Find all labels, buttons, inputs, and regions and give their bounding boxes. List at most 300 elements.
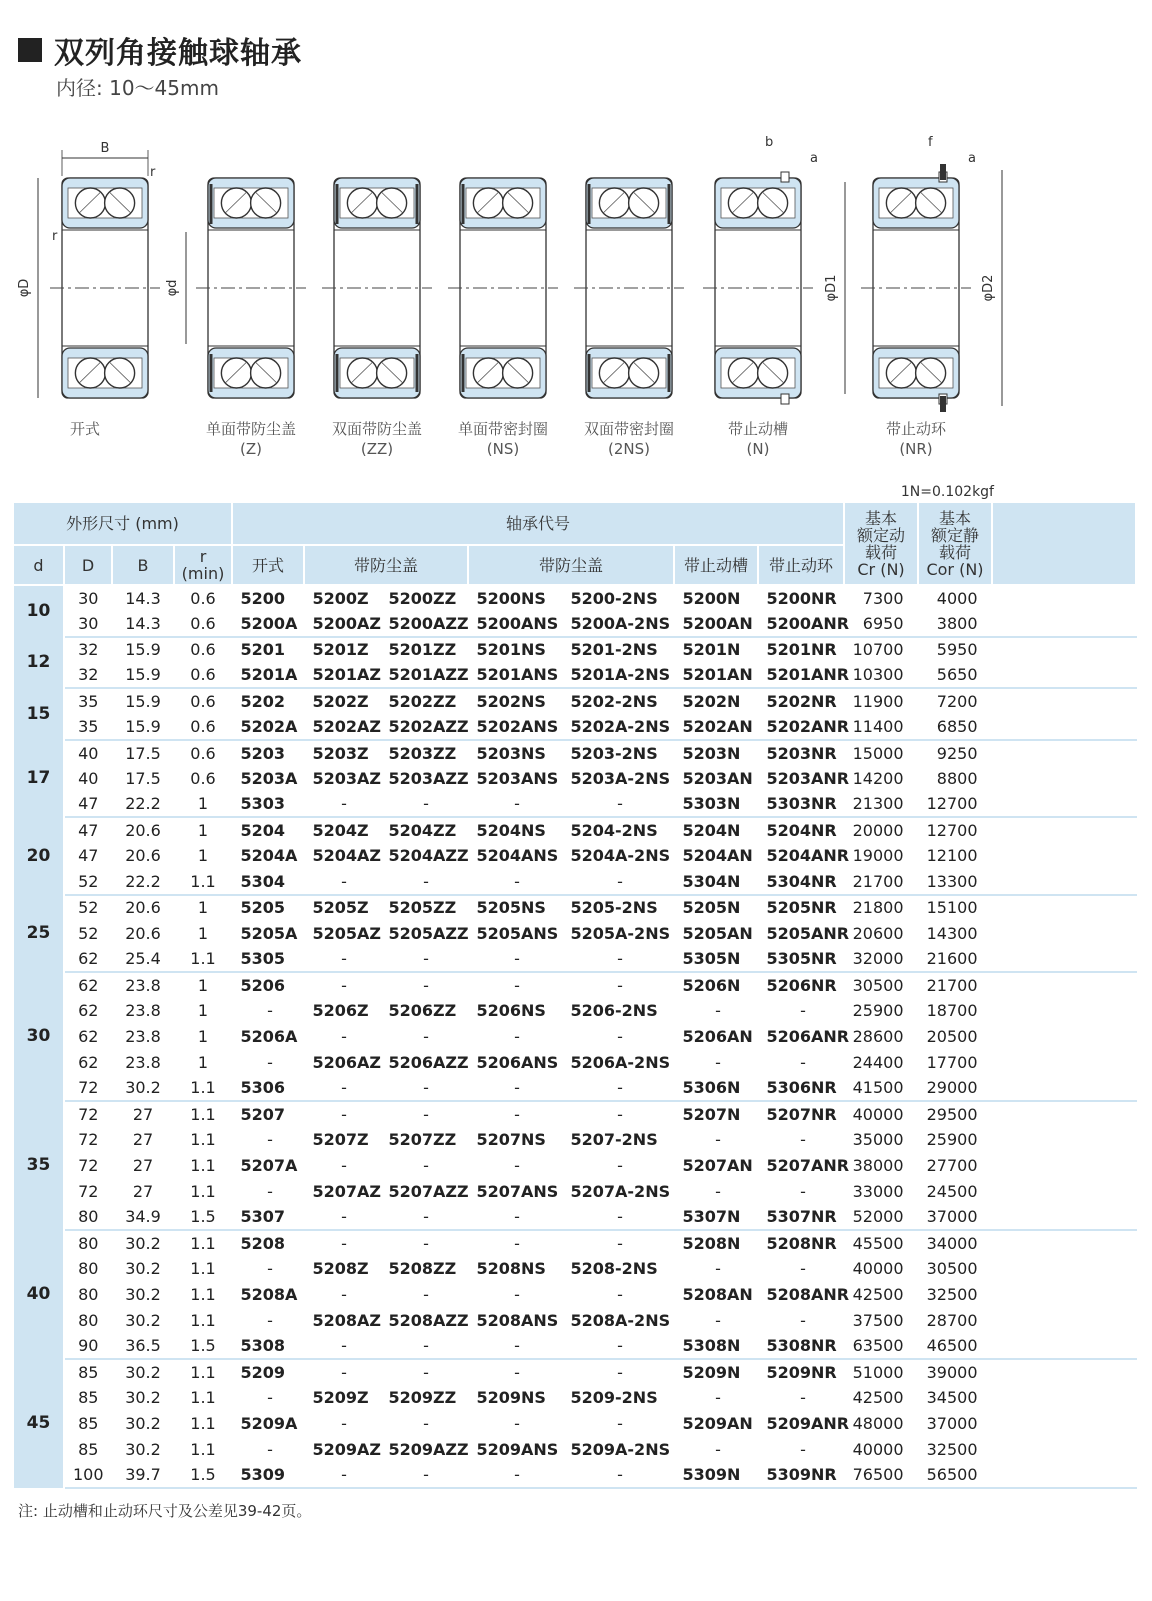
cell-seal_double: 5201A-2NS xyxy=(562,662,674,688)
bearing-figure xyxy=(861,164,971,458)
cell-seal_single: - xyxy=(468,1024,562,1050)
dim-label-b: b xyxy=(765,135,774,150)
cell-seal_single: 5209ANS xyxy=(468,1436,562,1462)
cell-seal_single: 5203NS xyxy=(468,740,562,766)
cell-open: 5206 xyxy=(232,972,304,998)
cell-shield_double: 5209AZZ xyxy=(380,1436,468,1462)
cell-seal_double: 5205A-2NS xyxy=(562,920,674,946)
cell-open: 5305 xyxy=(232,946,304,972)
header-cor-line: 载荷 xyxy=(939,542,972,562)
cell-shield_double: - xyxy=(380,1333,468,1359)
bearing-figure xyxy=(703,172,813,458)
cell-open: 5205A xyxy=(232,920,304,946)
table-row xyxy=(14,1101,1136,1127)
cell-cor: 21700 xyxy=(918,972,992,998)
cell-ring: 5207ANR xyxy=(758,1153,844,1179)
cell-B: 22.2 xyxy=(112,791,174,817)
header-r-label: r xyxy=(199,547,207,566)
cell-cr: 14200 xyxy=(844,766,918,792)
cell-shield_double: 5200ZZ xyxy=(380,585,468,611)
cell-shield_double: - xyxy=(380,1204,468,1230)
cell-groove: - xyxy=(674,1385,758,1411)
figure-caption: 双面带密封圈 xyxy=(583,420,675,438)
cell-shield_single: - xyxy=(304,1282,380,1308)
table-row xyxy=(14,1204,1136,1230)
figure-code: (N) xyxy=(746,440,770,458)
cell-seal_single: 5209NS xyxy=(468,1385,562,1411)
cell-open: 5207 xyxy=(232,1101,304,1127)
cell-D: 32 xyxy=(64,662,112,688)
cell-shield_single: - xyxy=(304,1333,380,1359)
cell-blank xyxy=(992,662,1136,688)
cell-cr: 33000 xyxy=(844,1178,918,1204)
cell-blank xyxy=(992,1127,1136,1153)
cell-shield_double: 5203AZZ xyxy=(380,766,468,792)
cell-d: 10 xyxy=(14,585,64,637)
cell-B: 27 xyxy=(112,1178,174,1204)
cell-D: 80 xyxy=(64,1256,112,1282)
snap-ring-mark xyxy=(940,164,946,180)
cell-D: 85 xyxy=(64,1436,112,1462)
cell-cor: 20500 xyxy=(918,1024,992,1050)
bearing-figure xyxy=(574,178,684,458)
cell-groove: 5206N xyxy=(674,972,758,998)
cell-open: 5309 xyxy=(232,1462,304,1488)
cell-ring: 5201NR xyxy=(758,637,844,663)
cell-open: 5201A xyxy=(232,662,304,688)
cell-d: 40 xyxy=(14,1230,64,1359)
subtitle: 内径: 10～45mm xyxy=(56,76,219,100)
groove-mark xyxy=(781,394,789,404)
cell-groove: 5203N xyxy=(674,740,758,766)
cell-seal_single: 5205NS xyxy=(468,895,562,921)
cell-seal_single: 5200NS xyxy=(468,585,562,611)
cell-seal_double: 5204A-2NS xyxy=(562,843,674,869)
cell-d: 20 xyxy=(14,817,64,894)
figure-code: (NR) xyxy=(899,440,933,458)
cell-D: 47 xyxy=(64,843,112,869)
cell-seal_single: 5202NS xyxy=(468,688,562,714)
bearing-ball-icon xyxy=(473,358,503,388)
cell-blank xyxy=(992,972,1136,998)
cell-ring: - xyxy=(758,1385,844,1411)
cell-shield_single: 5206AZ xyxy=(304,1049,380,1075)
cell-blank xyxy=(992,1101,1136,1127)
cell-D: 80 xyxy=(64,1230,112,1256)
cell-seal_double: 5202A-2NS xyxy=(562,714,674,740)
cell-groove: - xyxy=(674,1178,758,1204)
cell-shield_double: - xyxy=(380,1411,468,1437)
dim-label-D2: φD2 xyxy=(981,274,996,302)
cell-seal_single: 5204ANS xyxy=(468,843,562,869)
header-seal: 带防尘盖 xyxy=(468,545,674,585)
cell-cr: 42500 xyxy=(844,1385,918,1411)
table-row xyxy=(14,662,1136,688)
bearing-ball-icon xyxy=(473,188,503,218)
cell-B: 30.2 xyxy=(112,1436,174,1462)
figure-caption: 带止动槽 xyxy=(727,420,789,438)
cell-shield_double: 5208AZZ xyxy=(380,1307,468,1333)
cell-groove: - xyxy=(674,1436,758,1462)
header-cr-line: Cr (N) xyxy=(857,559,905,579)
cell-ring: - xyxy=(758,1256,844,1282)
bearing-ball-icon xyxy=(758,188,788,218)
cell-ring: 5202NR xyxy=(758,688,844,714)
table-row xyxy=(14,1385,1136,1411)
cell-cr: 42500 xyxy=(844,1282,918,1308)
cell-cor: 14300 xyxy=(918,920,992,946)
cell-cr: 45500 xyxy=(844,1230,918,1256)
cell-shield_single: - xyxy=(304,972,380,998)
cell-shield_double: 5200AZZ xyxy=(380,611,468,637)
cell-groove: - xyxy=(674,1049,758,1075)
cell-seal_double: - xyxy=(562,869,674,895)
unit-note: 1N=0.102kgf xyxy=(900,484,994,500)
cell-B: 36.5 xyxy=(112,1333,174,1359)
cell-cor: 39000 xyxy=(918,1359,992,1385)
cell-seal_single: 5208ANS xyxy=(468,1307,562,1333)
header-D: D xyxy=(64,545,112,585)
cell-open: 5304 xyxy=(232,869,304,895)
cell-shield_double: - xyxy=(380,1462,468,1488)
table-row xyxy=(14,611,1136,637)
cell-D: 40 xyxy=(64,740,112,766)
cell-B: 30.2 xyxy=(112,1075,174,1101)
cell-ring: 5308NR xyxy=(758,1333,844,1359)
header-dims-group: 外形尺寸 (mm) xyxy=(14,503,232,545)
cell-r: 1.1 xyxy=(174,1307,232,1333)
snap-ring-mark xyxy=(940,396,946,412)
cell-B: 20.6 xyxy=(112,817,174,843)
cell-D: 52 xyxy=(64,895,112,921)
cell-cr: 38000 xyxy=(844,1153,918,1179)
cell-shield_double: 5205ZZ xyxy=(380,895,468,921)
cell-ring: 5200ANR xyxy=(758,611,844,637)
header-groove: 带止动槽 xyxy=(674,545,758,585)
cell-open: - xyxy=(232,1385,304,1411)
cell-seal_double: - xyxy=(562,791,674,817)
cell-seal_double: 5205-2NS xyxy=(562,895,674,921)
cell-cor: 18700 xyxy=(918,998,992,1024)
cell-blank xyxy=(992,611,1136,637)
cell-groove: 5303N xyxy=(674,791,758,817)
cell-r: 1 xyxy=(174,1024,232,1050)
cell-ring: 5205ANR xyxy=(758,920,844,946)
table-row xyxy=(14,1307,1136,1333)
table-row xyxy=(14,869,1136,895)
cell-cor: 12700 xyxy=(918,791,992,817)
cell-cor: 56500 xyxy=(918,1462,992,1488)
cell-open: 5207A xyxy=(232,1153,304,1179)
cell-seal_single: - xyxy=(468,1359,562,1385)
table-group-d17 xyxy=(14,740,1136,817)
cell-D: 32 xyxy=(64,637,112,663)
figure-caption: 开式 xyxy=(69,420,101,438)
cell-seal_double: - xyxy=(562,1024,674,1050)
cell-seal_double: 5204-2NS xyxy=(562,817,674,843)
table-row xyxy=(14,766,1136,792)
cell-cor: 30500 xyxy=(918,1256,992,1282)
cell-cr: 40000 xyxy=(844,1436,918,1462)
table-row xyxy=(14,1256,1136,1282)
cell-ring: 5204NR xyxy=(758,817,844,843)
cell-B: 14.3 xyxy=(112,585,174,611)
cell-cr: 76500 xyxy=(844,1462,918,1488)
cell-cr: 21700 xyxy=(844,869,918,895)
cell-open: - xyxy=(232,998,304,1024)
cell-blank xyxy=(992,714,1136,740)
cell-shield_single: 5201Z xyxy=(304,637,380,663)
table-row xyxy=(14,817,1136,843)
cell-shield_single: 5204Z xyxy=(304,817,380,843)
cell-shield_double: - xyxy=(380,791,468,817)
cell-B: 17.5 xyxy=(112,766,174,792)
cell-shield_single: 5204AZ xyxy=(304,843,380,869)
cell-ring: - xyxy=(758,1127,844,1153)
page-title xyxy=(18,28,302,72)
cell-seal_double: 5203A-2NS xyxy=(562,766,674,792)
cell-groove: - xyxy=(674,1127,758,1153)
cell-seal_double: 5206-2NS xyxy=(562,998,674,1024)
cell-r: 1.1 xyxy=(174,1256,232,1282)
cell-d: 17 xyxy=(14,740,64,817)
cell-seal_single: - xyxy=(468,791,562,817)
dim-label-D: φD xyxy=(17,278,32,298)
table-row xyxy=(14,998,1136,1024)
cell-groove: 5207AN xyxy=(674,1153,758,1179)
dim-label-f: f xyxy=(928,135,933,150)
cell-blank xyxy=(992,1411,1136,1437)
cell-seal_double: 5206A-2NS xyxy=(562,1049,674,1075)
cell-shield_single: 5205AZ xyxy=(304,920,380,946)
cell-open: - xyxy=(232,1049,304,1075)
header-ring: 带止动环 xyxy=(758,545,844,585)
cell-open: 5308 xyxy=(232,1333,304,1359)
cell-shield_single: - xyxy=(304,1230,380,1256)
cell-seal_double: - xyxy=(562,1153,674,1179)
cell-ring: - xyxy=(758,1307,844,1333)
cell-seal_single: - xyxy=(468,869,562,895)
cell-B: 14.3 xyxy=(112,611,174,637)
cell-blank xyxy=(992,1178,1136,1204)
cell-D: 62 xyxy=(64,946,112,972)
cell-D: 35 xyxy=(64,688,112,714)
cell-seal_double: - xyxy=(562,972,674,998)
cell-B: 20.6 xyxy=(112,920,174,946)
cell-open: - xyxy=(232,1178,304,1204)
cell-cor: 12700 xyxy=(918,817,992,843)
cell-shield_double: 5208ZZ xyxy=(380,1256,468,1282)
cell-cor: 5650 xyxy=(918,662,992,688)
cell-blank xyxy=(992,998,1136,1024)
cell-ring: 5305NR xyxy=(758,946,844,972)
cell-B: 15.9 xyxy=(112,688,174,714)
cell-open: 5306 xyxy=(232,1075,304,1101)
cell-shield_single: 5208AZ xyxy=(304,1307,380,1333)
cell-cor: 8800 xyxy=(918,766,992,792)
cell-groove: 5209N xyxy=(674,1359,758,1385)
cell-B: 27 xyxy=(112,1101,174,1127)
figure-caption: 单面带密封圈 xyxy=(457,420,549,438)
cell-cr: 19000 xyxy=(844,843,918,869)
cell-cr: 21300 xyxy=(844,791,918,817)
cell-D: 62 xyxy=(64,972,112,998)
groove-mark xyxy=(781,172,789,182)
cell-D: 80 xyxy=(64,1307,112,1333)
table-group-d40 xyxy=(14,1230,1136,1359)
cell-r: 0.6 xyxy=(174,766,232,792)
cell-seal_double: 5202-2NS xyxy=(562,688,674,714)
cell-r: 1.1 xyxy=(174,1385,232,1411)
cell-seal_double: - xyxy=(562,1282,674,1308)
cell-B: 17.5 xyxy=(112,740,174,766)
cell-B: 27 xyxy=(112,1153,174,1179)
header-blank xyxy=(992,503,1136,585)
cell-groove: 5305N xyxy=(674,946,758,972)
cell-shield_single: 5207AZ xyxy=(304,1178,380,1204)
cell-B: 15.9 xyxy=(112,637,174,663)
cell-open: 5204A xyxy=(232,843,304,869)
dim-label-a: a xyxy=(810,151,818,166)
bearing-diagram xyxy=(0,120,1152,480)
header-cr-line: 额定动 xyxy=(857,525,906,545)
cell-seal_single: - xyxy=(468,946,562,972)
cell-blank xyxy=(992,895,1136,921)
cell-D: 90 xyxy=(64,1333,112,1359)
cell-shield_single: 5203AZ xyxy=(304,766,380,792)
cell-shield_double: 5207AZZ xyxy=(380,1178,468,1204)
header-cr-line: 载荷 xyxy=(865,542,898,562)
header-cr xyxy=(844,503,918,585)
cell-ring: 5203ANR xyxy=(758,766,844,792)
cell-ring: 5307NR xyxy=(758,1204,844,1230)
cell-cr: 37500 xyxy=(844,1307,918,1333)
cell-cr: 48000 xyxy=(844,1411,918,1437)
cell-cr: 21800 xyxy=(844,895,918,921)
cell-ring: 5209NR xyxy=(758,1359,844,1385)
cell-seal_double: 5207-2NS xyxy=(562,1127,674,1153)
table-row xyxy=(14,1411,1136,1437)
cell-B: 34.9 xyxy=(112,1204,174,1230)
cell-ring: 5200NR xyxy=(758,585,844,611)
cell-d: 30 xyxy=(14,972,64,1101)
cell-seal_single: 5201NS xyxy=(468,637,562,663)
cell-blank xyxy=(992,1436,1136,1462)
figure-caption: 带止动环 xyxy=(885,420,947,438)
cell-r: 1.5 xyxy=(174,1333,232,1359)
cell-d: 25 xyxy=(14,895,64,972)
cell-blank xyxy=(992,637,1136,663)
cell-B: 23.8 xyxy=(112,998,174,1024)
cell-ring: 5207NR xyxy=(758,1101,844,1127)
cell-D: 85 xyxy=(64,1385,112,1411)
cell-seal_double: 5200A-2NS xyxy=(562,611,674,637)
figure-caption: 单面带防尘盖 xyxy=(205,420,297,438)
table-row xyxy=(14,1333,1136,1359)
cell-blank xyxy=(992,1230,1136,1256)
cell-seal_double: - xyxy=(562,1204,674,1230)
cell-groove: 5202N xyxy=(674,688,758,714)
cell-cr: 11400 xyxy=(844,714,918,740)
cell-cor: 25900 xyxy=(918,1127,992,1153)
cell-seal_single: - xyxy=(468,1204,562,1230)
header-r xyxy=(174,545,232,585)
table-row xyxy=(14,585,1136,611)
figure-code: (NS) xyxy=(486,440,520,458)
cell-shield_single: 5205Z xyxy=(304,895,380,921)
table-row xyxy=(14,972,1136,998)
cell-shield_double: 5207ZZ xyxy=(380,1127,468,1153)
bearing-ball-icon xyxy=(886,358,916,388)
cell-cr: 20600 xyxy=(844,920,918,946)
cell-ring: 5206NR xyxy=(758,972,844,998)
table-row xyxy=(14,1436,1136,1462)
cell-cr: 10700 xyxy=(844,637,918,663)
cell-groove: 5201AN xyxy=(674,662,758,688)
cell-D: 62 xyxy=(64,1049,112,1075)
bearing-ball-icon xyxy=(347,188,377,218)
cell-blank xyxy=(992,688,1136,714)
cell-cor: 32500 xyxy=(918,1282,992,1308)
cell-seal_double: 5209-2NS xyxy=(562,1385,674,1411)
cell-groove: 5209AN xyxy=(674,1411,758,1437)
cell-D: 85 xyxy=(64,1359,112,1385)
cell-groove: 5205N xyxy=(674,895,758,921)
cell-B: 30.2 xyxy=(112,1256,174,1282)
table-row xyxy=(14,1075,1136,1101)
cell-shield_single: - xyxy=(304,1101,380,1127)
cell-blank xyxy=(992,1024,1136,1050)
cell-shield_single: - xyxy=(304,1204,380,1230)
cell-shield_double: 5204AZZ xyxy=(380,843,468,869)
table-group-d10 xyxy=(14,585,1136,637)
table-row xyxy=(14,637,1136,663)
cell-B: 15.9 xyxy=(112,662,174,688)
cell-ring: - xyxy=(758,1178,844,1204)
cell-D: 85 xyxy=(64,1411,112,1437)
cell-shield_double: - xyxy=(380,1101,468,1127)
cell-D: 72 xyxy=(64,1153,112,1179)
cell-r: 1.1 xyxy=(174,1153,232,1179)
cell-shield_single: 5201AZ xyxy=(304,662,380,688)
cell-r: 1 xyxy=(174,998,232,1024)
header-open: 开式 xyxy=(232,545,304,585)
cell-groove: 5304N xyxy=(674,869,758,895)
cell-shield_double: 5201AZZ xyxy=(380,662,468,688)
cell-groove: 5203AN xyxy=(674,766,758,792)
cell-r: 0.6 xyxy=(174,611,232,637)
header-code-group: 轴承代号 xyxy=(232,503,844,545)
bearing-ball-icon xyxy=(758,358,788,388)
cell-open: - xyxy=(232,1436,304,1462)
cell-shield_single: - xyxy=(304,1075,380,1101)
cell-seal_single: - xyxy=(468,972,562,998)
table-row xyxy=(14,1230,1136,1256)
bearing-ball-icon xyxy=(728,188,758,218)
bearing-ball-icon xyxy=(251,358,281,388)
cell-shield_double: 5205AZZ xyxy=(380,920,468,946)
cell-groove: 5309N xyxy=(674,1462,758,1488)
cell-shield_double: 5202AZZ xyxy=(380,714,468,740)
cell-cor: 32500 xyxy=(918,1436,992,1462)
cell-ring: 5303NR xyxy=(758,791,844,817)
cell-groove: 5201N xyxy=(674,637,758,663)
cell-seal_double: - xyxy=(562,1411,674,1437)
cell-shield_double: 5206AZZ xyxy=(380,1049,468,1075)
cell-r: 1 xyxy=(174,895,232,921)
cell-groove: - xyxy=(674,1256,758,1282)
cell-cor: 7200 xyxy=(918,688,992,714)
